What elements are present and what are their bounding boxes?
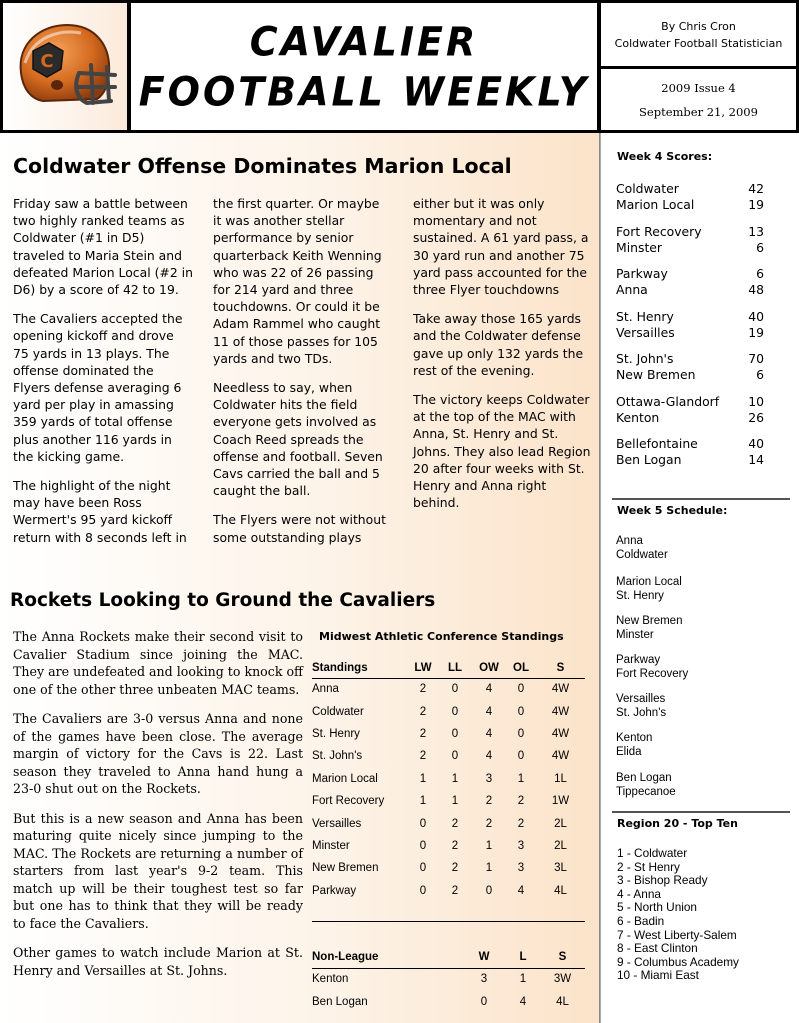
byline-role: Coldwater Football Statistician <box>614 36 783 50</box>
team-score: 40 <box>748 309 764 324</box>
score-row <box>616 282 764 298</box>
column-header: L <box>519 950 527 963</box>
schedule-team: Kenton <box>616 732 653 744</box>
team-score: 6 <box>756 266 764 281</box>
team-name: Parkway <box>616 266 668 281</box>
score-row <box>616 266 764 282</box>
stat-cell: 4 <box>519 995 527 1008</box>
team-score: 14 <box>748 452 764 467</box>
table-row <box>312 723 585 745</box>
paragraph: The Flyers were not without some outstanding plays <box>213 512 386 545</box>
stat-cell: 2L <box>554 817 567 830</box>
issue-date: September 21, 2009 <box>639 104 758 119</box>
stat-cell: 2 <box>517 817 525 830</box>
stat-cell: 0 <box>451 727 459 740</box>
schedule-game <box>616 575 682 603</box>
stat-cell: 4W <box>551 683 570 696</box>
logo-letter: C <box>40 51 54 72</box>
conference-standings-table <box>312 659 585 902</box>
schedule-team: St. Henry <box>616 590 664 602</box>
logo-box <box>0 0 130 133</box>
top-ten-item: 2 - St Henry <box>617 859 680 874</box>
schedule-team: Fort Recovery <box>616 668 689 680</box>
column-header: Non-League <box>312 950 379 963</box>
top-ten-item: 6 - Badin <box>617 913 665 928</box>
stat-cell: 3L <box>554 862 567 875</box>
team-name-cell: Marion Local <box>312 772 378 785</box>
team-name-cell: Versailles <box>312 817 362 830</box>
paragraph: Take away those 165 yards and the Coldwater defense gave up only 132 yards the rest of the evening. <box>413 311 584 378</box>
table-row <box>312 745 585 767</box>
stat-cell: 3 <box>485 772 493 785</box>
issue-box <box>598 66 799 133</box>
team-score: 6 <box>756 367 764 382</box>
score-row <box>616 325 764 341</box>
team-name-cell: Parkway <box>312 884 357 897</box>
stat-cell: 0 <box>517 727 525 740</box>
stat-cell: 3 <box>517 839 525 852</box>
score-row <box>616 197 764 213</box>
team-name: Ben Logan <box>616 452 682 467</box>
stat-cell: 0 <box>451 705 459 718</box>
table-header-row <box>312 946 585 968</box>
top-ten-item: 10 - Miami East <box>617 968 699 983</box>
stat-cell: 0 <box>419 817 427 830</box>
team-score: 40 <box>748 436 764 451</box>
schedule-game <box>616 771 676 799</box>
team-name: Minster <box>616 240 663 255</box>
score-game <box>616 309 764 341</box>
schedule-game <box>616 731 652 759</box>
column-header: S <box>556 662 565 675</box>
paragraph: Friday saw a battle between two highly ranked teams as Coldwater (#1 in D5) traveled to Maria Stein and defeated Marion Local (#2 in D6) by a score of 42 to 19. <box>13 196 193 298</box>
team-score: 48 <box>748 282 764 297</box>
schedule-team: Versailles <box>616 693 666 705</box>
stat-cell: 3W <box>553 973 572 986</box>
team-name-cell: St. John's <box>312 750 363 763</box>
stat-cell: 4L <box>556 995 569 1008</box>
table-row <box>312 880 585 902</box>
score-game <box>616 351 764 383</box>
team-name-cell: New Bremen <box>312 862 379 875</box>
stat-cell: 0 <box>419 884 427 897</box>
stat-cell: 2L <box>554 839 567 852</box>
stat-cell: 2 <box>451 817 459 830</box>
stat-cell: 1 <box>451 795 459 808</box>
top-ten-list <box>617 847 739 983</box>
column-header: LL <box>447 662 463 675</box>
stat-cell: 4 <box>485 727 493 740</box>
stat-cell: 1 <box>485 839 493 852</box>
team-name: Versailles <box>616 325 675 340</box>
story1-column-2 <box>213 195 388 558</box>
schedule-team: Elida <box>616 746 642 758</box>
table-divider <box>312 921 585 922</box>
stat-cell: 4W <box>551 705 570 718</box>
stat-cell: 4W <box>551 750 570 763</box>
score-game <box>616 436 764 468</box>
paragraph: Other games to watch include Marion at St. Henry and Versailles at St. Johns. <box>13 945 303 978</box>
column-header: LW <box>414 662 432 675</box>
top-ten-item: 5 - North Union <box>617 900 697 915</box>
team-name-cell: Coldwater <box>312 705 364 718</box>
table-row <box>312 968 585 990</box>
team-name: St. Henry <box>616 309 674 324</box>
team-name: Coldwater <box>616 181 679 196</box>
sidebar-divider <box>612 811 790 813</box>
team-name-cell: Ben Logan <box>312 995 368 1008</box>
stat-cell: 0 <box>517 705 525 718</box>
nonleague-table <box>312 946 585 1013</box>
week4-scores-title: Week 4 Scores: <box>617 150 713 163</box>
paragraph: either but it was only momentary and not sustained. A 61 yard pass, a 30 yard run and another 75 yard pass accounted for the three Flyer touchdowns <box>413 196 589 298</box>
schedule-team: Ben Logan <box>616 772 672 784</box>
story1-column-1 <box>13 195 193 558</box>
stat-cell: 2 <box>419 727 427 740</box>
stat-cell: 3 <box>517 862 525 875</box>
stat-cell: 4L <box>554 884 567 897</box>
schedule-team: New Bremen <box>616 615 683 627</box>
stat-cell: 4 <box>485 750 493 763</box>
team-score: 6 <box>756 240 764 255</box>
team-name: Anna <box>616 282 648 297</box>
column-header: Standings <box>312 662 368 675</box>
score-game <box>616 181 764 213</box>
score-game <box>616 224 764 256</box>
top-ten-item: 1 - Coldwater <box>617 846 688 860</box>
byline-box <box>598 0 799 69</box>
stat-cell: 2 <box>451 839 459 852</box>
score-row <box>616 452 764 468</box>
team-name-cell: Fort Recovery <box>312 795 385 808</box>
schedule-team: Tippecanoe <box>616 786 676 798</box>
masthead <box>0 0 799 133</box>
stat-cell: 4 <box>517 884 525 897</box>
schedule-team: Anna <box>616 535 643 547</box>
standings-title: Midwest Athletic Conference Standings <box>319 630 564 643</box>
schedule-team: Marion Local <box>616 576 682 588</box>
story2-headline: Rockets Looking to Ground the Cavaliers <box>10 590 436 611</box>
stat-cell: 2 <box>485 817 493 830</box>
stat-cell: 2 <box>451 862 459 875</box>
team-score: 13 <box>748 224 764 239</box>
schedule-team: Parkway <box>616 654 661 666</box>
stat-cell: 1 <box>517 772 525 785</box>
stat-cell: 4 <box>485 705 493 718</box>
story1-headline: Coldwater Offense Dominates Marion Local <box>13 154 512 178</box>
schedule-team: Minster <box>616 629 654 641</box>
story2-body <box>13 628 303 991</box>
column-header: S <box>558 950 567 963</box>
column-header: OW <box>479 662 499 675</box>
stat-cell: 0 <box>451 750 459 763</box>
score-row <box>616 309 764 325</box>
schedule-game <box>616 692 666 720</box>
team-name: Kenton <box>616 410 660 425</box>
stat-cell: 2 <box>451 884 459 897</box>
table-row <box>312 678 585 700</box>
stat-cell: 4W <box>551 727 570 740</box>
schedule-game <box>616 614 682 642</box>
table-row <box>312 835 585 857</box>
score-row <box>616 351 764 367</box>
sidebar-divider <box>612 498 790 500</box>
issue-number: 2009 Issue 4 <box>661 80 736 95</box>
top-ten-item: 8 - East Clinton <box>617 941 698 956</box>
score-game <box>616 394 764 426</box>
newsletter-title-line1: CAVALIER <box>249 18 479 65</box>
team-name: New Bremen <box>616 367 696 382</box>
schedule-game <box>616 653 688 681</box>
score-row <box>616 367 764 383</box>
stat-cell: 1 <box>451 772 459 785</box>
stat-cell: 1 <box>419 795 427 808</box>
team-name: Bellefontaine <box>616 436 698 451</box>
table-row <box>312 990 585 1012</box>
team-name-cell: Minster <box>312 839 350 852</box>
stat-cell: 1W <box>551 795 570 808</box>
schedule-team: Coldwater <box>616 549 668 561</box>
byline-author: By Chris Cron <box>661 19 736 33</box>
team-name-cell: Kenton <box>312 973 349 986</box>
team-score: 42 <box>748 181 764 196</box>
stat-cell: 1 <box>485 862 493 875</box>
column-header: OL <box>513 662 529 675</box>
table-row <box>312 768 585 790</box>
paragraph: The Cavaliers accepted the opening kickoff and drove 75 yards in 13 plays. The offense dominated the Flyers defense averaging 6 yard per play in amassing 359 yards of total offense plus another 116 yards in the kicking game. <box>13 311 183 464</box>
stat-cell: 4 <box>485 683 493 696</box>
team-name: Fort Recovery <box>616 224 702 239</box>
paragraph: The victory keeps Coldwater at the top of the MAC with Anna, St. Henry and St. Johns. They also lead Region 20 after four weeks with St. Henry and Anna right behind. <box>413 392 591 511</box>
paragraph: But this is a new season and Anna has been maturing quite nicely since jumping to the MAC. The Rockets are returning a number of starters from last year's 9-2 team. This match up will be their toughest test so far but one has to think that they will be ready to face the Cavaliers. <box>13 810 303 931</box>
stat-cell: 2 <box>419 683 427 696</box>
score-row <box>616 224 764 240</box>
top-ten-title: Region 20 - Top Ten <box>617 817 738 830</box>
stat-cell: 1 <box>419 772 427 785</box>
stat-cell: 2 <box>419 750 427 763</box>
team-name: Marion Local <box>616 197 695 212</box>
score-row <box>616 436 764 452</box>
paragraph: Needless to say, when Coldwater hits the field everyone gets involved as Coach Reed spreads the offense and football. Seven Cavs carried the ball and 5 caught the ball. <box>213 380 383 499</box>
top-ten-item: 9 - Columbus Academy <box>617 954 739 969</box>
stat-cell: 0 <box>419 862 427 875</box>
column-header: W <box>478 950 490 963</box>
score-row <box>616 410 764 426</box>
team-score: 19 <box>748 197 764 212</box>
team-score: 26 <box>748 410 764 425</box>
table-row <box>312 857 585 879</box>
stat-cell: 0 <box>485 884 493 897</box>
stat-cell: 0 <box>480 995 488 1008</box>
stat-cell: 2 <box>419 705 427 718</box>
stat-cell: 3 <box>480 973 488 986</box>
paragraph: The Cavaliers are 3-0 versus Anna and none of the games have been close. The average margin of victory for the Cavs is 22. Last season they traveled to Anna hand hung a 23-0 shut out on the Rockets. <box>13 711 303 796</box>
week5-schedule-title: Week 5 Schedule: <box>617 504 728 517</box>
stat-cell: 0 <box>517 683 525 696</box>
stat-cell: 2 <box>517 795 525 808</box>
top-ten-item: 4 - Anna <box>617 886 661 901</box>
table-row <box>312 812 585 834</box>
stat-cell: 2 <box>485 795 493 808</box>
stat-cell: 1L <box>554 772 567 785</box>
paragraph: The highlight of the night may have been Ross Wermert's 95 yard kickoff return with 8 seconds left in <box>13 478 187 545</box>
story1-column-3 <box>413 195 593 523</box>
stat-cell: 0 <box>517 750 525 763</box>
score-row <box>616 240 764 256</box>
paragraph: The Anna Rockets make their second visit to Cavalier Stadium since joining the MAC. They are undefeated and looking to knock off one of the other three unbeaten MAC teams. <box>13 629 303 697</box>
schedule-game <box>616 534 668 562</box>
team-score: 19 <box>748 325 764 340</box>
table-row <box>312 700 585 722</box>
table-header-row <box>312 659 585 678</box>
top-ten-item: 3 - Bishop Ready <box>617 873 708 888</box>
score-row <box>616 394 764 410</box>
stat-cell: 0 <box>419 839 427 852</box>
table-row <box>312 790 585 812</box>
team-score: 10 <box>748 394 764 409</box>
team-name-cell: St. Henry <box>312 727 360 740</box>
stat-cell: 0 <box>451 683 459 696</box>
score-row <box>616 181 764 197</box>
team-name: Ottawa-Glandorf <box>616 394 720 409</box>
team-score: 70 <box>748 351 764 366</box>
top-ten-item: 7 - West Liberty-Salem <box>617 927 737 942</box>
football-helmet-icon <box>3 3 127 130</box>
team-name: St. John's <box>616 351 674 366</box>
schedule-team: St. John's <box>616 707 667 719</box>
score-game <box>616 266 764 298</box>
newsletter-title-line2: FOOTBALL WEEKLY <box>138 68 590 115</box>
title-box <box>128 0 600 133</box>
stat-cell: 1 <box>519 973 527 986</box>
paragraph: the first quarter. Or maybe it was another stellar performance by senior quarterback Keith Wenning who was 22 of 26 passing for 214 yard and three touchdowns. Or could it be Adam Rammel who caught 11 of those passes for 105 yards and two TDs. <box>213 196 382 366</box>
team-name-cell: Anna <box>312 683 339 696</box>
